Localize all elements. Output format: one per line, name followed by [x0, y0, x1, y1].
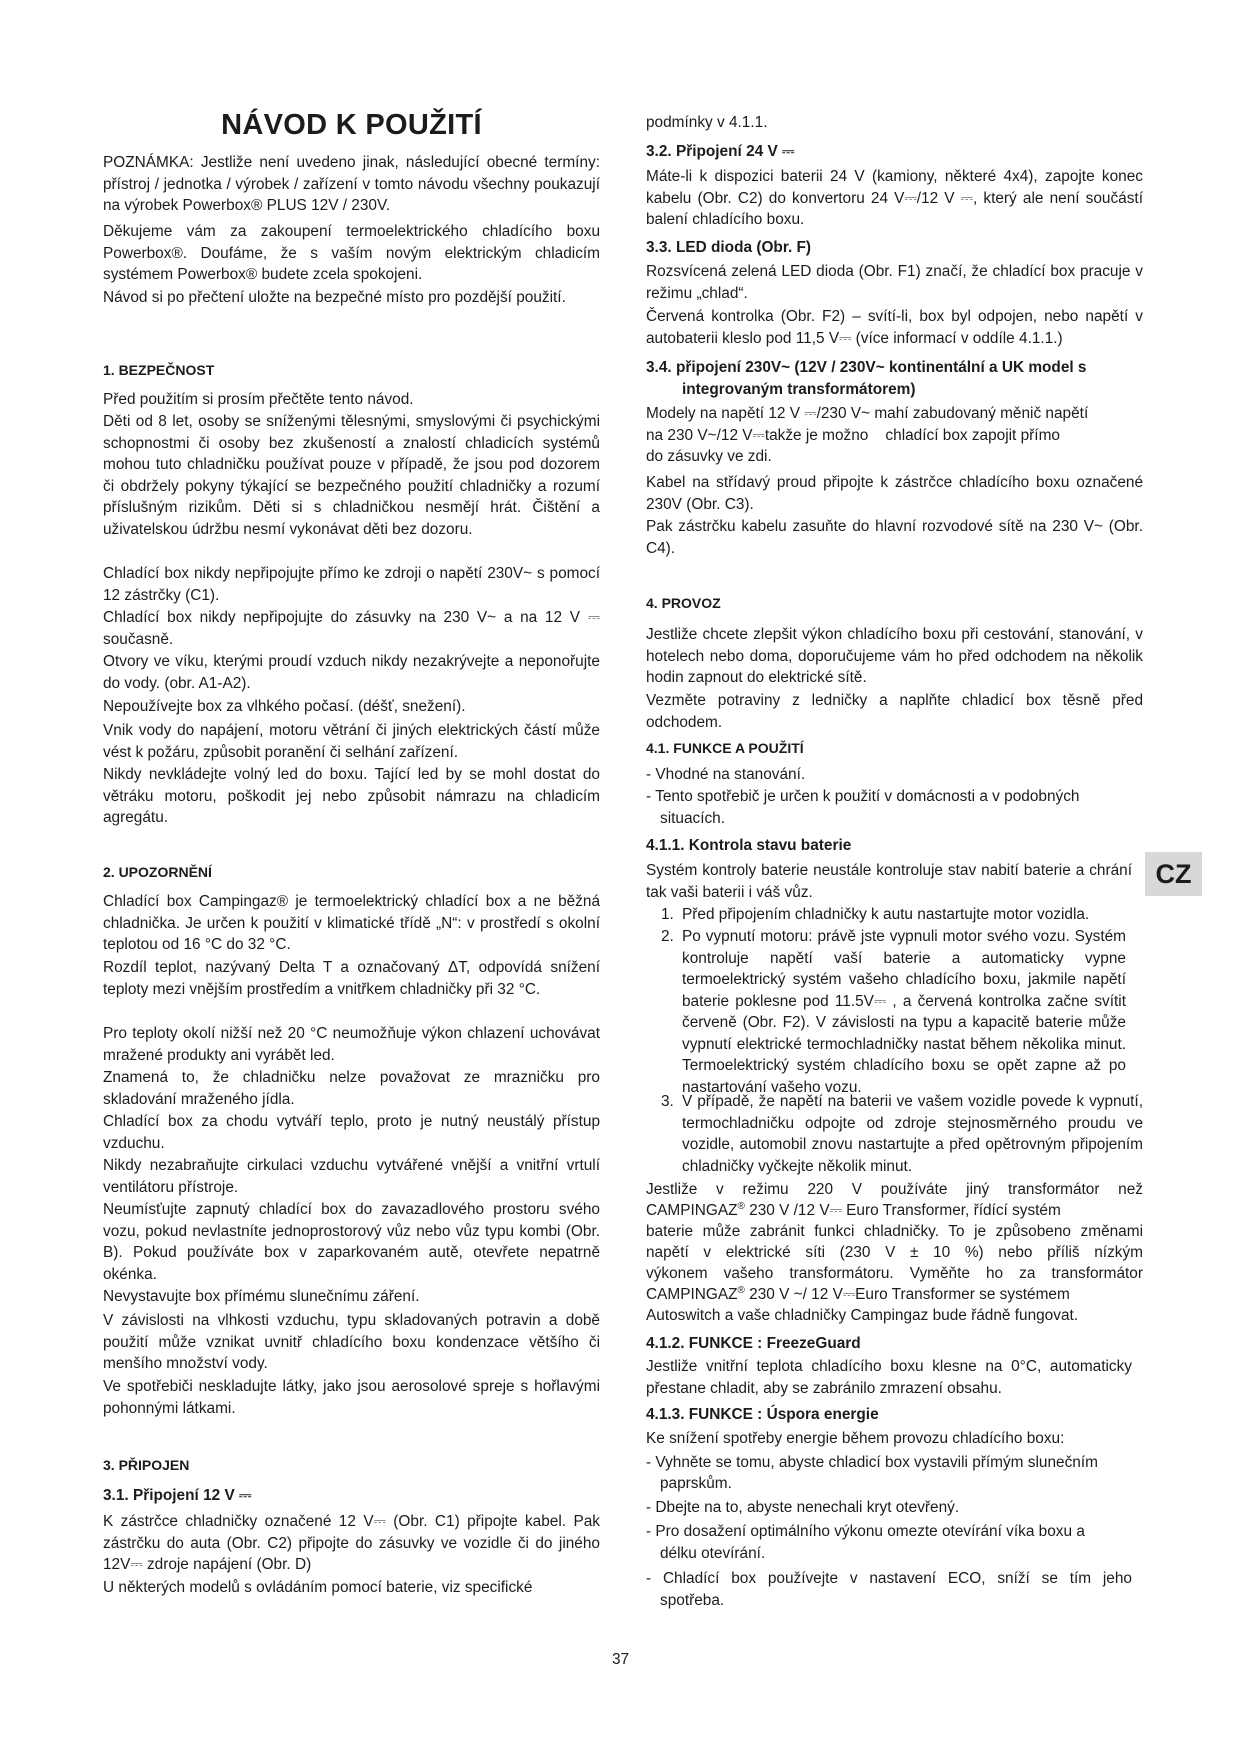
- s411-after-6: Autoswitch a vaše chladničky Campingaz bude řádně fungovat.: [646, 1307, 1079, 1324]
- registered-mark: ®: [737, 1200, 745, 1212]
- s413-item2: - Pro dosažení optimálního výkonu omezte otevírání víka boxu a: [646, 1523, 1085, 1540]
- s2-p6: Neumísťujte zapnutý chladící box do zavazadlového prostoru svého vozu, pokud nevlastníte jednoprostorový vůz nebo vůz typu kombi (Obr. B). Pokud používáte box v zaparkovaném autě, otevřete nepatrně okénka.: [103, 1201, 600, 1283]
- s4-p1: Vezměte potraviny z ledničky a naplňte chladicí box těsně před odchodem.: [646, 692, 1143, 731]
- s411-t2: Po vypnutí motoru: právě jste vypnuli motor svého vozu. Systém kontroluje napětí vaší baterie a automaticky vypne termoelektrický systém vašeho chladícího boxu, jakmile napětí baterie poklesne pod 11.5V⎓ , a červená kontrolka začne svítit červeně (Obr. F2). V závislosti na typu a kapacitě baterie může vypnutí elektrické termochladničky nastat během několika minut. Termoelektrický systém chladícího boxu se opět zapne až po nastartování vašeho vozu.: [682, 928, 1126, 1096]
- s33-p1: Červená kontrolka (Obr. F2) – svítí-li, box byl odpojen, nebo napětí v autobaterii kleslo pod 11,5 V⎓ (více informací v oddíle 4.1.1.): [646, 308, 1143, 347]
- s2-p0: Chladící box Campingaz® je termoelektrický chladící box a ne běžná chladnička. Je určen k použití v klimatické třídě „N“: v prostředí s okolní teplotou od 16 °C do 32 °C.: [103, 893, 600, 953]
- page-title: NÁVOD K POUŽITÍ: [221, 109, 482, 141]
- intro-keep: Návod si po přečtení uložte na bezpečné místo pro pozdější použití.: [103, 289, 566, 306]
- page-number: 37: [611, 1651, 630, 1668]
- s412-p: Jestliže vnitřní teplota chladícího boxu klesne na 0°C, automaticky přestane chladit, aby se zabránilo zmrazení obsahu.: [646, 1358, 1132, 1397]
- campingaz-text-2: CAMPINGAZ: [646, 1286, 738, 1303]
- s411-intro: Systém kontroly baterie neustále kontroluje stav nabití baterie a chrání tak vaši baterii i váš vůz.: [646, 862, 1132, 901]
- s413-item0: - Vyhněte se tomu, abyste chladicí box vystavili přímým slunečním: [646, 1454, 1098, 1471]
- s1-p7: Nikdy nevkládejte volný led do boxu. Tající led by se mohl dostat do větráku motoru, poškodit jej nebo způsobit námrazu na chladicím agregátu.: [103, 766, 600, 826]
- s34-line2: do zásuvky ve zdi.: [646, 448, 772, 465]
- s411-after-0: Jestliže v režimu 220 V používáte jiný transformátor než: [646, 1181, 1143, 1198]
- s411-after-3: napětí v elektrické síti (230 V ± 10 %) nebo příliš nízkým: [646, 1244, 1143, 1261]
- s411-n1: 1.: [661, 906, 674, 923]
- s411-after-1: [646, 1200, 1143, 1222]
- s411-after-5b: 230 V ~/ 12 V⎓Euro Transformer se systémem: [744, 1286, 1070, 1303]
- section-4-heading: 4. PROVOZ: [646, 595, 721, 611]
- s2-p9: Ve spotřebiči neskladujte látky, jako jsou aerosolové spreje s hořlavými pohonnými látkami.: [103, 1378, 600, 1417]
- s34-line1: na 230 V~/12 V⎓takže je možno chladící box zapojit přímo: [646, 427, 1060, 444]
- language-badge: CZ: [1145, 852, 1202, 896]
- section-3-2-heading: 3.2. Připojení 24 V ⎓: [646, 143, 795, 160]
- s1-p5: Nepoužívejte box za vlhkého počasí. (déšť, snežení).: [103, 698, 466, 715]
- s1-p4: Otvory ve víku, kterými proudí vzduch nikdy nezakrývejte a neponořujte do vody. (obr. A1-A2).: [103, 653, 600, 692]
- s411-after-1b: 230 V /12 V⎓ Euro Transformer, řídící systém: [744, 1202, 1061, 1219]
- s413-item2-cont: délku otevírání.: [660, 1545, 766, 1562]
- section-4-1-2-heading: 4.1.2. FUNKCE : FreezeGuard: [646, 1335, 861, 1352]
- s413-item3-cont: spotřeba.: [660, 1592, 725, 1609]
- section-3-4-heading-line1: 3.4. připojení 230V~ (12V / 230V~ kontinentální a UK model s: [646, 359, 1087, 376]
- s1-p1: Děti od 8 let, osoby se sníženými tělesnými, smyslovými či psychickými schopnostmi či osoby bez zkušeností a znalostí chladicích systémů mohou tuto chladničku používat pouze v případě, že jsou pod dozorem či obdržely pokyny týkající se bezpečného použití chladničky a rozumí příslušným rizikům. Děti si s chladničkou nesmějí hrát. Čištění a uživatelskou údržbu nesmí vykonávat děti bez dozoru.: [103, 413, 600, 538]
- s1-p6: Vnik vody do napájení, motoru větrání či jiných elektrických částí může vést k požáru, způsobit poranění či selhání zařízení.: [103, 722, 600, 761]
- section-1-heading: 1. BEZPEČNOST: [103, 362, 215, 378]
- s34-p1: Pak zástrčku kabelu zasuňte do hlavní rozvodové sítě na 230 V~ (Obr. C4).: [646, 518, 1143, 557]
- s41-item0: - Vhodné na stanování.: [646, 766, 806, 783]
- s411-t3: V případě, že napětí na baterii ve vašem vozidle povede k vypnutí, termochladničku odpojte od zdroje stejnosměrného proudu ve vozidle, automobil znovu nastartujte a před opětrovným připojením chladničky vyčkejte několik minut.: [682, 1093, 1143, 1175]
- s41-item1-cont: situacích.: [660, 810, 726, 827]
- section-3-4-heading-line2: integrovaným transformátorem): [682, 381, 916, 398]
- s411-after-4: výkonem vašeho transformátoru. Vyměňte ho za transformátor: [646, 1265, 1143, 1282]
- s411-n3: 3.: [661, 1093, 674, 1110]
- s2-p3: Znamená to, že chladničku nelze považovat ze mrazničku pro skladování mraženého jídla.: [103, 1069, 600, 1108]
- s34-p0: Kabel na střídavý proud připojte k zástrčce chladícího boxu označené 230V (Obr. C3).: [646, 474, 1143, 513]
- s32-p: Máte-li k dispozici baterii 24 V (kamiony, některé 4x4), zapojte konec kabelu (Obr. C2) do konvertoru 24 V⎓/12 V ⎓, který ale není součástí balení chladícího boxu.: [646, 168, 1143, 228]
- section-2-heading: 2. UPOZORNĚNÍ: [103, 864, 212, 880]
- s1-p0: Před použitím si prosím přečtěte tento návod.: [103, 391, 414, 408]
- intro-note: POZNÁMKA: Jestliže není uvedeno jinak, následující obecné termíny: přístroj / jednotka / výrobek / zařízení v tomto návodu všechny poukazují na výrobek Powerbox® PLUS 12V / 230V.: [103, 154, 600, 214]
- section-4-1-3-heading: 4.1.3. FUNKCE : Úspora energie: [646, 1406, 879, 1423]
- s411-t1: Před připojením chladničky k autu nastartujte motor vozidla.: [682, 906, 1090, 923]
- s411-after-5: [646, 1284, 1143, 1306]
- s413-item3: - Chladící box používejte v nastavení ECO, sníží se tím jeho: [646, 1570, 1132, 1587]
- s411-after-2: baterie může zabránit funkci chladničky. To je způsobeno změnami: [646, 1223, 1143, 1240]
- section-4-1-1-heading: 4.1.1. Kontrola stavu baterie: [646, 837, 852, 854]
- section-4-1-heading: 4.1. FUNKCE A POUŽITÍ: [646, 740, 804, 756]
- s2-p1: Rozdíl teplot, nazývaný Delta T a označovaný ΔT, odpovídá snížení teploty mezi vnějším prostředím a vnitřkem chladničky při 32 °C.: [103, 959, 600, 998]
- s4-p0: Jestliže chcete zlepšit výkon chladícího boxu při cestování, stanování, v hotelech nebo doma, doporučujeme vám ho před odchodem na několik hodin zapnout do elektrické sítě.: [646, 626, 1143, 686]
- s2-p2: Pro teploty okolí nižší než 20 °C neumožňuje výkon chlazení uchovávat mražené produkty ani vyrábět led.: [103, 1025, 600, 1064]
- s31-p1: U některých modelů s ovládáním pomocí baterie, viz specifické: [103, 1579, 533, 1596]
- s34-line0: Modely na napětí 12 V ⎓/230 V~ mahí zabudovaný měnič napětí: [646, 405, 1089, 422]
- s33-p0: Rozsvícená zelená LED dioda (Obr. F1) značí, že chladící box pracuje v režimu „chlad“.: [646, 263, 1143, 302]
- s413-item0-cont: paprskům.: [660, 1475, 732, 1492]
- s413-intro: Ke snížení spotřeby energie během provozu chladícího boxu:: [646, 1430, 1065, 1447]
- section-3-heading: 3. PŘIPOJEN: [103, 1457, 190, 1473]
- s2-p4: Chladící box za chodu vytváří teplo, proto je nutný neustálý přístup vzduchu.: [103, 1113, 600, 1152]
- s1-p3: Chladící box nikdy nepřipojujte do zásuvky na 230 V~ a na 12 V ⎓ současně.: [103, 609, 600, 648]
- s2-p5: Nikdy nezabraňujte cirkulaci vzduchu vytvářené vnější a vnitřní vrtulí ventilátoru přístroje.: [103, 1157, 600, 1196]
- s413-item1: - Dbejte na to, abyste nenechali kryt otevřený.: [646, 1499, 960, 1516]
- section-3-3-heading: 3.3. LED dioda (Obr. F): [646, 239, 812, 256]
- intro-thanks: Děkujeme vám za zakoupení termoelektrického chladícího boxu Powerbox®. Doufáme, že s vaším novým elektrickým chladicím systémem Powerbox® budete zcela spokojeni.: [103, 223, 600, 283]
- section-3-1-heading: 3.1. Připojení 12 V ⎓: [103, 1487, 252, 1504]
- continued-text: podmínky v 4.1.1.: [646, 114, 768, 131]
- s31-p0: K zástrčce chladničky označené 12 V⎓ (Obr. C1) připojte kabel. Pak zástrčku do auta (Obr. C2) připojte do zásuvky ve vozidle či do jiného 12V⎓ zdroje napájení (Obr. D): [103, 1513, 600, 1573]
- registered-mark: ®: [737, 1284, 745, 1296]
- s2-p7: Nevystavujte box přímému slunečnímu záření.: [103, 1288, 420, 1305]
- s1-p2: Chladící box nikdy nepřipojujte přímo ke zdroji o napětí 230V~ s pomocí 12 zástrčky (C1).: [103, 565, 600, 604]
- s2-p8: V závislosti na vlhkosti vzduchu, typu skladovaných potravin a době použití může vznikat uvnitř chladícího boxu kondenzace většího či menšího množství vody.: [103, 1312, 600, 1372]
- s411-n2: 2.: [661, 928, 674, 945]
- campingaz-text-1: CAMPINGAZ: [646, 1202, 738, 1219]
- s41-item1: - Tento spotřebič je určen k použití v domácnosti a v podobných: [646, 788, 1080, 805]
